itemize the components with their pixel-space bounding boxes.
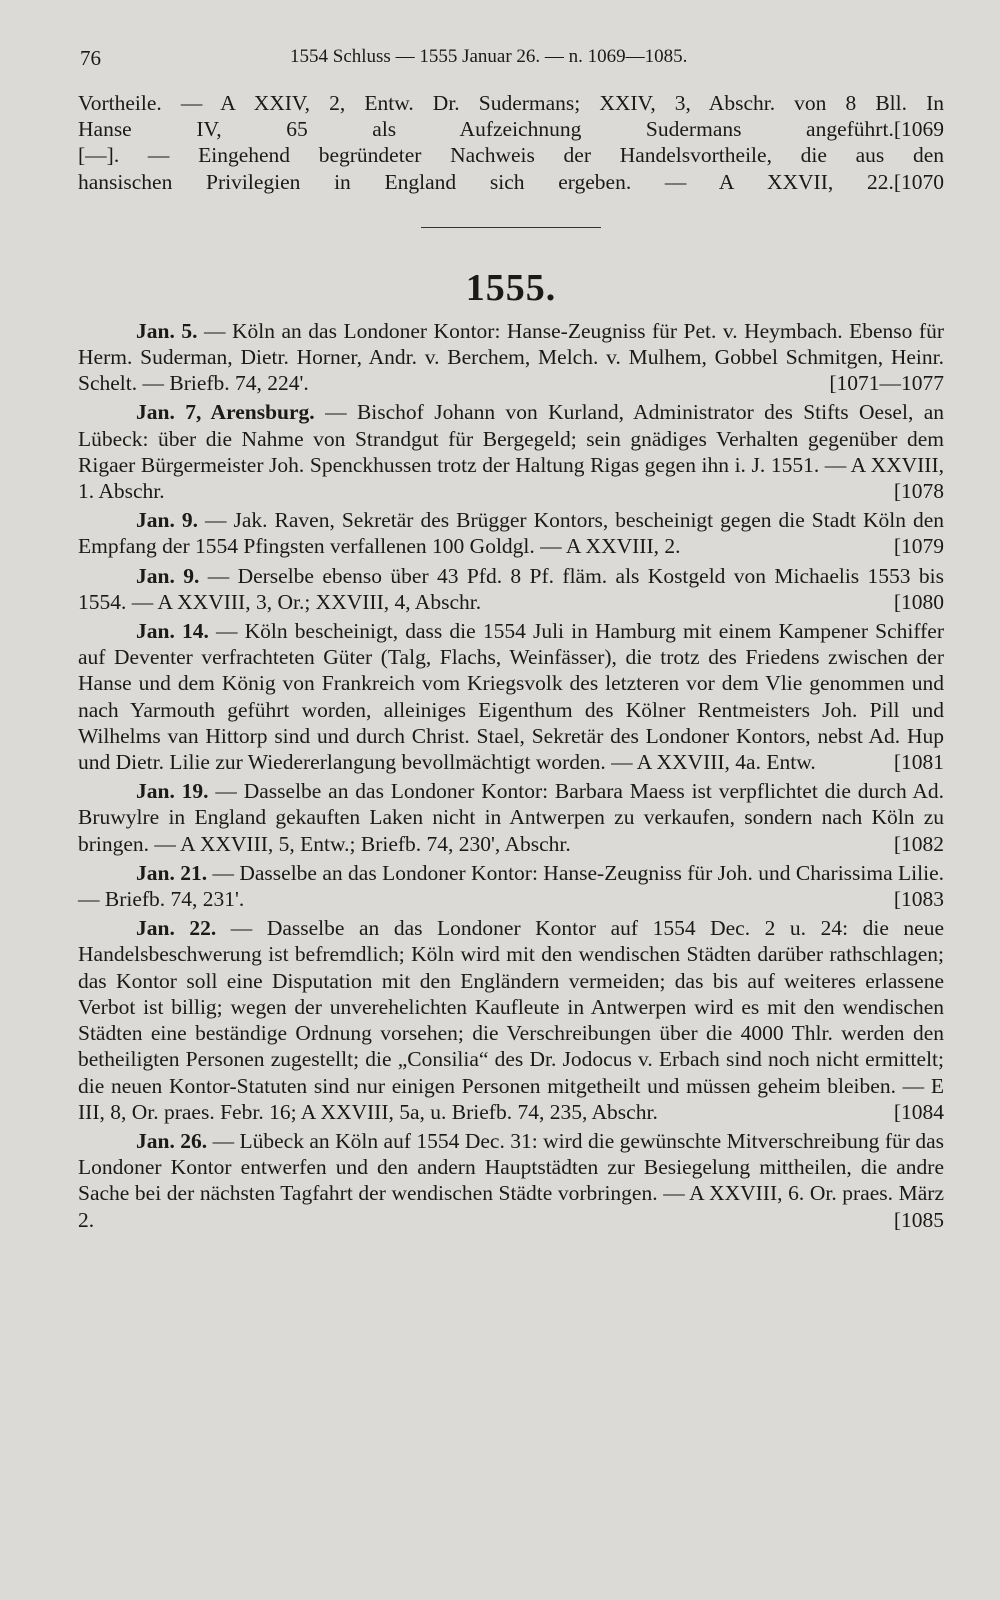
entry: [78, 915, 944, 1125]
intro-line: [78, 169, 944, 195]
intro-line: Vortheile. — A XXIV, 2, Entw. Dr. Sudermans; XXIV, 3, Abschr. von 8 Bll. In: [78, 91, 944, 115]
entry: [78, 318, 944, 397]
entry-date: Jan. 21.: [136, 860, 208, 885]
running-head: 1554 Schluss — 1555 Januar 26. — n. 1069—1085.: [290, 46, 688, 67]
entry-text: — Dasselbe an das Londoner Kontor: Barbara Maess ist verpflichtet die durch Ad. Bruwylre in England gekauften Laken nicht in Antwerpen zu verkaufen, sondern nach Köln zu bringen. — A XXVIII, 5, Entw.; Briefb. 74, 230', Abschr.: [78, 779, 944, 856]
entry: [78, 618, 944, 775]
entry-number: [1071—1077: [829, 371, 944, 396]
entry-date: Jan. 26.: [136, 1128, 208, 1153]
intro-line: [—]. — Eingehend begründeter Nachweis der Handelsvortheile, die aus den: [78, 143, 944, 168]
intro-text: hansischen Privilegien in England sich ergeben. — A XXVII, 22.: [78, 169, 894, 194]
entry-date: Jan. 5.: [136, 318, 198, 343]
page-header: [80, 46, 940, 72]
entry-number: [1083: [893, 887, 944, 912]
entry-date: Jan. 9.: [136, 508, 198, 533]
intro-line: [78, 116, 944, 142]
entry-text: — Bischof Johann von Kurland, Administrator des Stifts Oesel, an Lübeck: über die Nahme von Strandgut für Bergegeld; sein gnädiges Verhalten gegenüber dem Rigaer Bürgermeister Joh. Spenckhussen trotz der Haltung Rigas gegen ihn i. J. 1551. — A XXVIII, 1. Abschr.: [78, 400, 944, 504]
entry-text: — Lübeck an Köln auf 1554 Dec. 31: wird die gewünschte Mitverschreibung für das Londoner Kontor entwerfen und den andern Hauptstädten zur Besiegelung mittheilen, die andre Sache bei der nächsten Tagfahrt der wendischen Städte vorbringen. — A XXVIII, 6. Or. praes. März 2.: [78, 1128, 945, 1232]
entry-number: [1082: [893, 831, 944, 856]
entry: [78, 399, 944, 504]
entry-date: Jan. 14.: [136, 619, 209, 644]
entry-date: Jan. 7, Arensburg.: [136, 400, 315, 425]
entry-text: — Derselbe ebenso über 43 Pfd. 8 Pf. fläm. als Kostgeld von Michaelis 1553 bis 1554. — A XXVIII, 3, Or.; XXVIII, 4, Abschr.: [78, 563, 944, 614]
entry-number: [1079: [893, 534, 944, 559]
entry-number: [1081: [893, 750, 944, 775]
entry-number: [1085: [893, 1207, 944, 1232]
entry-text: — Jak. Raven, Sekretär des Brügger Kontors, bescheinigt gegen die Stadt Köln den Empfang der 1554 Pfingsten verfallenen 100 Goldgl. — A XXVIII, 2.: [78, 508, 945, 559]
entry: [78, 507, 944, 559]
entry-number: [1080: [893, 589, 944, 614]
entry: [78, 563, 944, 615]
entry: [78, 860, 944, 912]
entry-text: — Köln an das Londoner Kontor: Hanse-Zeugniss für Pet. v. Heymbach. Ebenso für Herm. Suderman, Dietr. Horner, Andr. v. Berchem, Melch. v. Mulhem, Gobbel Schmitgen, Heinr. Schelt. — Briefb. 74, 224'.: [78, 318, 944, 396]
entry-text: — Dasselbe an das Londoner Kontor auf 1554 Dec. 2 u. 24: die neue Handelsbeschwerung ist befremdlich; Köln wird mit den wendischen Städten darüber rathschlagen; das Kontor soll eine Disputation mit den Engländern vermeiden; das bis auf weiteres erlassene Verbot ist billig; wegen der unverehelichten Kaufleute in Antwerpen wird es mit den wendischen Städten eine beständige Ordnung vorsehen; die Verschreibungen über die 4000 Thlr. werden den betheiligten Personen zugestellt; die „Consilia“ des Dr. Jodocus v. Erbach sind noch nicht ermittelt; die neuen Kontor-Statuten sind nur einigen Personen mitgetheilt und müssen geheim bleiben. — E III, 8, Or. praes. Febr. 16; A XXVIII, 5a, u. Briefb. 74, 235, Abschr.: [78, 916, 944, 1124]
entry-number: [1069: [893, 117, 944, 142]
page-body: [78, 90, 944, 1236]
year-heading: 1555.: [465, 266, 557, 309]
entry-date: Jan. 9.: [136, 563, 200, 588]
entry-number: [1084: [893, 1099, 944, 1124]
entry-number: [1070: [893, 169, 944, 194]
entry: [78, 1128, 944, 1233]
entry-text: — Dasselbe an das Londoner Kontor: Hanse-Zeugniss für Joh. und Charissima Lilie. — Briefb. 74, 231'.: [78, 860, 945, 912]
entry-text: — Köln bescheinigt, dass die 1554 Juli in Hamburg mit einem Kampener Schiffer auf Deventer verfrachteten Güter (Talg, Flachs, Weinfässer), die trotz des Friedens zwischen der Hanse und dem König von Frankreich vom Kriegsvolk des letzteren vor dem Vlie genommen und nach Yarmouth geführt worden, alleiniges Eigenthum des Kölner Rentmeisters Joh. Pill und Wilhelms van Hittorp sind und durch Christ. Stael, Sekretär des Londoner Kontors, nebst Ad. Hup und Dietr. Lilie zur Wiedererlangung bevollmächtigt worden. — A XXVIII, 4a. Entw.: [78, 619, 945, 775]
intro-text: Hanse IV, 65 als Aufzeichnung Sudermans angeführt.: [78, 117, 894, 142]
entry-date: Jan. 22.: [136, 916, 217, 941]
entry: [78, 778, 944, 857]
page-number: 76: [80, 46, 101, 70]
entry-number: [1078: [893, 479, 944, 504]
entry-date: Jan. 19.: [136, 779, 209, 804]
section-divider: [421, 227, 601, 228]
